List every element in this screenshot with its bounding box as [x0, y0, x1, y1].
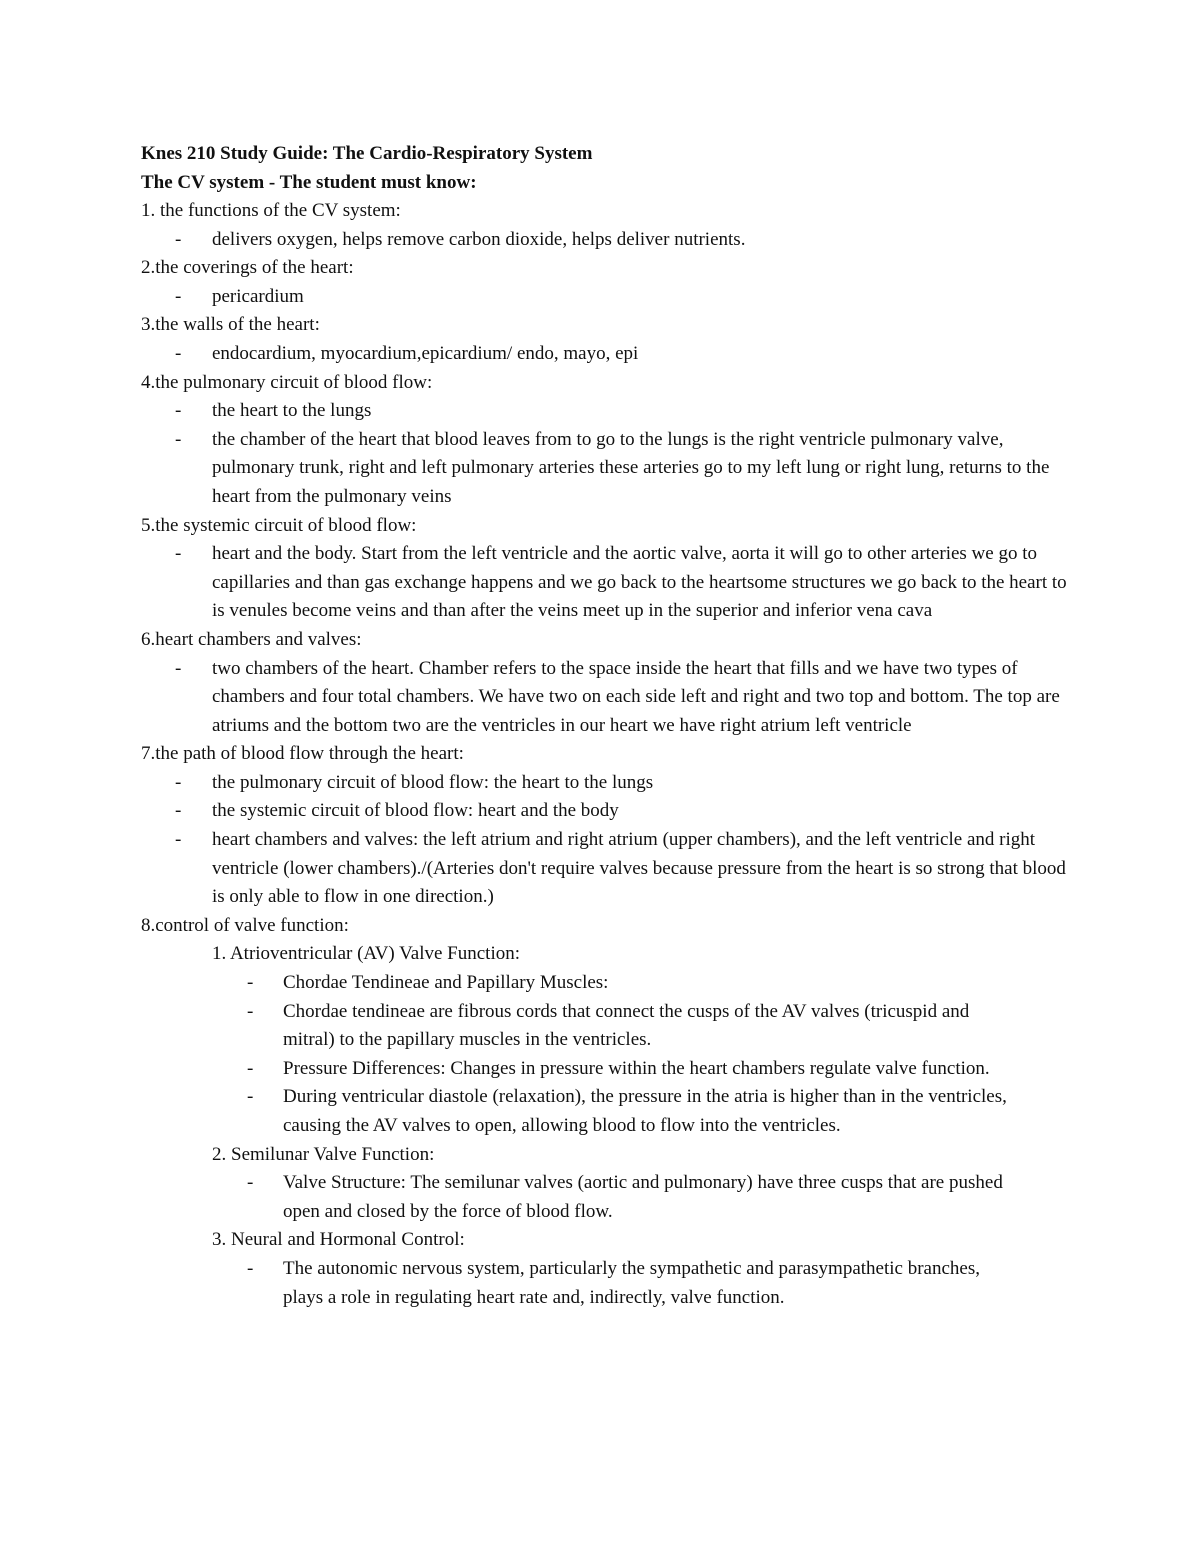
- bullet-dash: -: [247, 1057, 254, 1079]
- bullet-dash: -: [175, 428, 182, 450]
- bullet-item: [141, 769, 1071, 798]
- bullet-text: the systemic circuit of blood flow: heart and the body: [212, 800, 619, 822]
- subsection-heading: 3. Neural and Hormonal Control:: [212, 1229, 465, 1251]
- bullet-dash: -: [175, 800, 182, 822]
- bullet-dash: -: [247, 972, 254, 994]
- bullet-dash: -: [175, 829, 182, 851]
- subsection-heading: 1. Atrioventricular (AV) Valve Function:: [212, 943, 520, 965]
- bullet-text: Pressure Differences: Changes in pressure within the heart chambers regulate valve function.: [283, 1057, 990, 1079]
- bullet-text: Chordae Tendineae and Papillary Muscles:: [283, 972, 609, 994]
- bullet-item: [141, 797, 1071, 826]
- bullet-text: Valve Structure: The semilunar valves (aortic and pulmonary) have three cusps that are pushed open and closed by the force of blood flow.: [283, 1172, 1003, 1222]
- bullet-text: delivers oxygen, helps remove carbon dioxide, helps deliver nutrients.: [212, 228, 746, 250]
- section-heading: 7.the path of blood flow through the heart:: [141, 743, 464, 765]
- section-heading: 4.the pulmonary circuit of blood flow:: [141, 371, 433, 393]
- section-8: [141, 912, 1071, 1312]
- sub-bullet-item: [141, 1169, 1071, 1226]
- bullet-text: endocardium, myocardium,epicardium/ endo, mayo, epi: [212, 342, 639, 364]
- bullet-item: [141, 655, 1071, 741]
- section-3: [141, 311, 1071, 368]
- document-body: [141, 197, 1071, 1312]
- bullet-text: two chambers of the heart. Chamber refers to the space inside the heart that fills and we have two types of chambers and four total chambers. We have two on each side left and right and two top and bottom. The top are atriums and the bottom two are the ventricles in our heart we have right atrium left ventricle: [212, 657, 1060, 736]
- section-6: [141, 626, 1071, 740]
- section-heading: 3.the walls of the heart:: [141, 314, 320, 336]
- bullet-item: [141, 340, 1071, 369]
- sub-bullet-item: [141, 1083, 1071, 1140]
- section-heading: 5.the systemic circuit of blood flow:: [141, 514, 417, 536]
- bullet-dash: -: [175, 400, 182, 422]
- bullet-dash: -: [175, 285, 182, 307]
- section-7: [141, 740, 1071, 912]
- bullet-text: the heart to the lungs: [212, 400, 372, 422]
- section-heading: 2.the coverings of the heart:: [141, 257, 354, 279]
- bullet-item: [141, 540, 1071, 626]
- bullet-dash: -: [175, 543, 182, 565]
- section-heading: 8.control of valve function:: [141, 914, 349, 936]
- section-1: [141, 197, 1071, 254]
- bullet-text: the pulmonary circuit of blood flow: the heart to the lungs: [212, 771, 654, 793]
- bullet-item: [141, 426, 1071, 512]
- sub-bullet-item: [141, 1055, 1071, 1084]
- bullet-item: [141, 826, 1071, 912]
- section-heading: 1. the functions of the CV system:: [141, 200, 401, 221]
- subsection-1: [141, 940, 1071, 1140]
- bullet-dash: -: [247, 1000, 254, 1022]
- bullet-text: the chamber of the heart that blood leaves from to go to the lungs is the right ventricle pulmonary valve, pulmonary trunk, right and left pulmonary arteries these arteries go to my left lung or right lung, returns to the heart from the pulmonary veins: [212, 428, 1050, 507]
- subsection-3: [141, 1226, 1071, 1312]
- bullet-dash: -: [175, 771, 182, 793]
- bullet-dash: -: [175, 342, 182, 364]
- document-subtitle: The CV system - The student must know:: [141, 172, 477, 193]
- document-title: Knes 210 Study Guide: The Cardio-Respiratory System: [141, 143, 593, 164]
- bullet-dash: -: [175, 657, 182, 679]
- subsection-2: [141, 1141, 1071, 1227]
- bullet-text: Chordae tendineae are fibrous cords that connect the cusps of the AV valves (tricuspid and mitral) to the papillary muscles in the ventricles.: [283, 1000, 970, 1051]
- bullet-item: [141, 397, 1071, 426]
- bullet-text: heart and the body. Start from the left ventricle and the aortic valve, aorta it will go to other arteries we go to capillaries and than gas exchange happens and we go back to the heartsome structures we go back to the heart to is venules become veins and than after the veins meet up in the superior and inferior vena cava: [212, 543, 1067, 622]
- subsection-heading: 2. Semilunar Valve Function:: [212, 1143, 435, 1165]
- bullet-text: The autonomic nervous system, particularly the sympathetic and parasympathetic branches, plays a role in regulating heart rate and, indirectly, valve function.: [283, 1257, 980, 1308]
- bullet-dash: -: [247, 1257, 254, 1279]
- bullet-text: During ventricular diastole (relaxation), the pressure in the atria is higher than in the ventricles, causing the AV valves to open, allowing blood to flow into the ventricles.: [283, 1086, 1007, 1136]
- bullet-text: heart chambers and valves: the left atrium and right atrium (upper chambers), and the left ventricle and right ventricle (lower chambers)./(Arteries don't require valves because pressure from the heart is so strong that blood is only able to flow in one direction.): [212, 829, 1066, 908]
- bullet-item: [141, 283, 1071, 312]
- sub-bullet-item: [141, 1255, 1071, 1312]
- bullet-dash: -: [247, 1086, 254, 1108]
- sub-bullet-item: [141, 969, 1071, 998]
- bullet-text: pericardium: [212, 285, 304, 307]
- section-2: [141, 254, 1071, 311]
- bullet-dash: -: [247, 1172, 254, 1194]
- bullet-dash: -: [175, 228, 182, 250]
- section-4: [141, 369, 1071, 512]
- bullet-item: [141, 226, 1071, 255]
- sub-bullet-item: [141, 998, 1071, 1055]
- section-5: [141, 512, 1071, 626]
- section-heading: 6.heart chambers and valves:: [141, 628, 362, 650]
